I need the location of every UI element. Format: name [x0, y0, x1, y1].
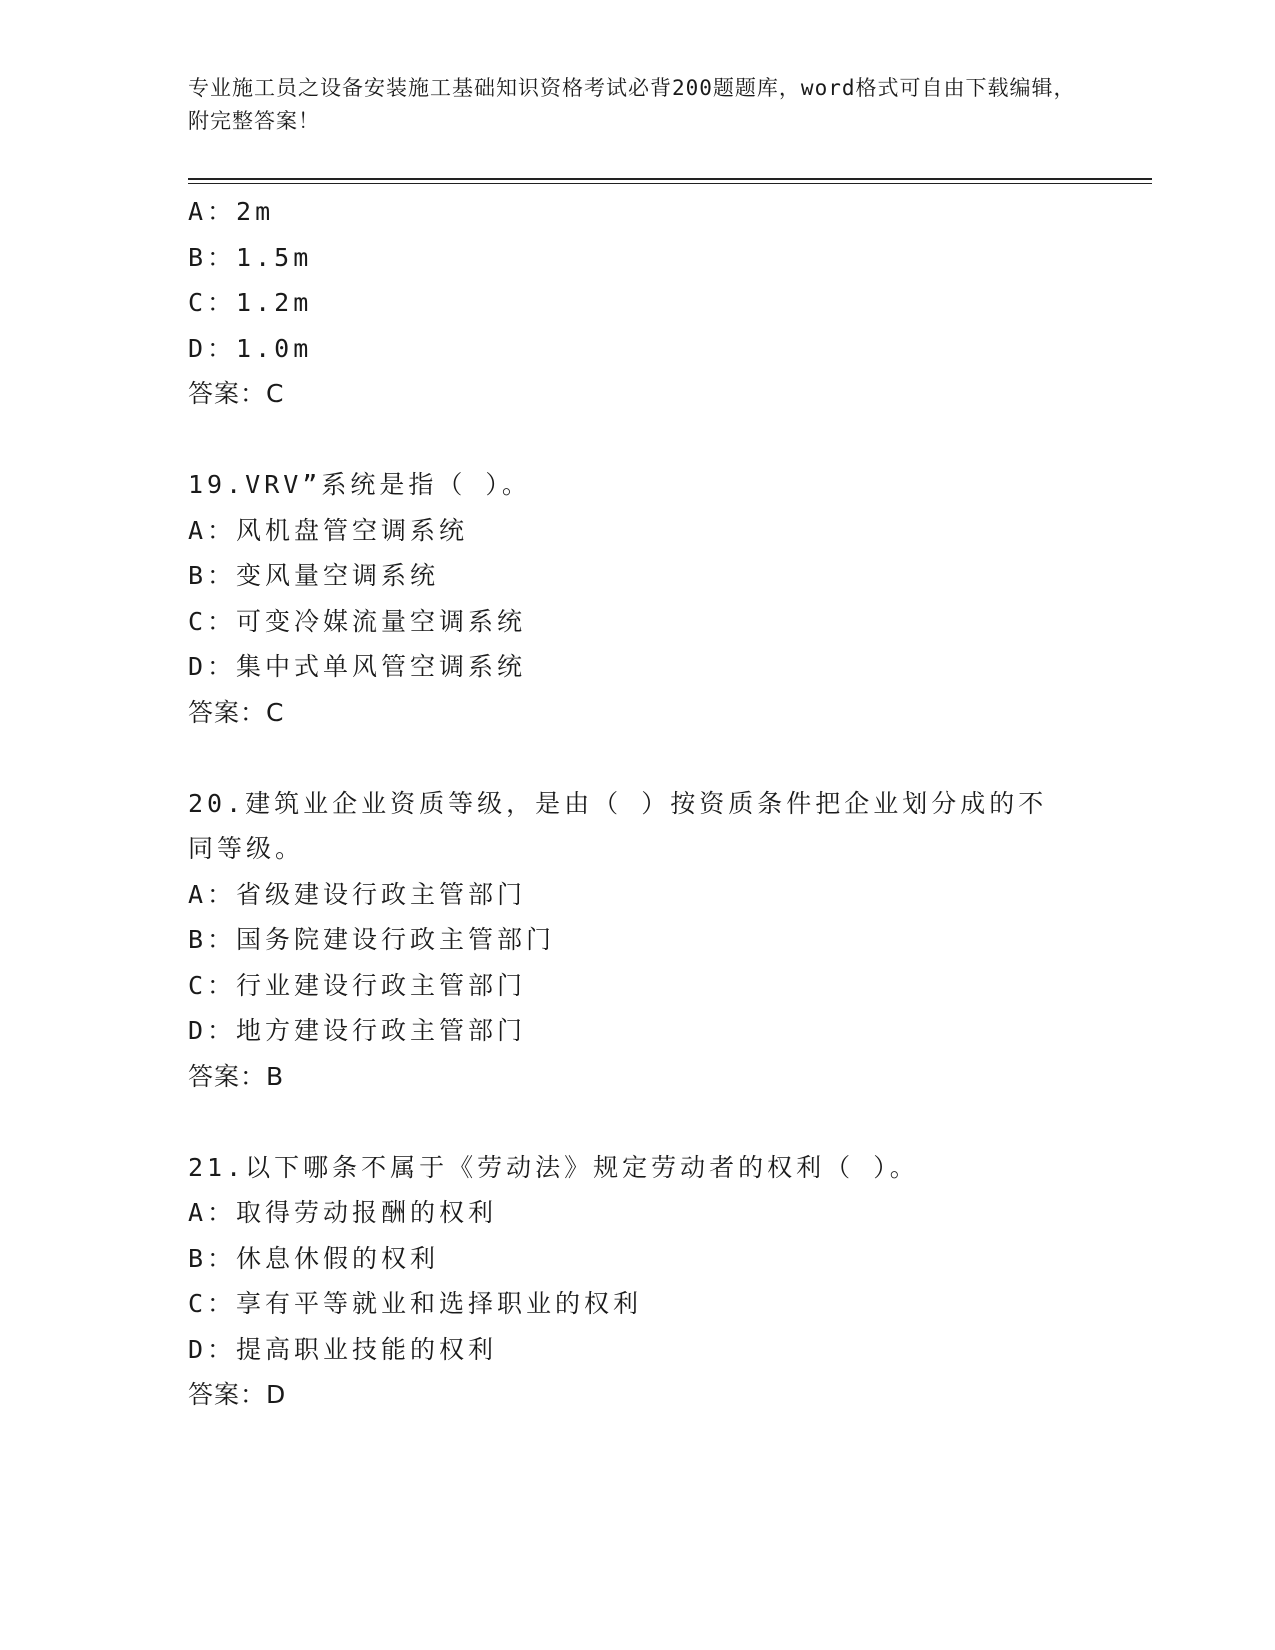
option-b: B：1.5m: [188, 242, 313, 272]
question-list: [188, 189, 1088, 1418]
option-a: A：风机盘管空调系统: [188, 515, 469, 545]
option-c: C：1.2m: [188, 288, 313, 317]
option-c: C：可变冷媒流量空调系统: [188, 606, 527, 636]
header-divider-thick: [188, 178, 1152, 180]
option-d: D：地方建设行政主管部门: [188, 1016, 527, 1045]
header-divider-thin: [188, 183, 1152, 184]
answer: 答案：C: [188, 697, 285, 727]
option-d: D：1.0m: [188, 333, 313, 363]
document-header: 专业施工员之设备安装施工基础知识资格考试必背200题题库，word格式可自由下载编辑，附完整答案！: [188, 76, 1076, 133]
question-stem: 21.以下哪条不属于《劳动法》规定劳动者的权利（ ）。: [188, 1152, 919, 1182]
question-stem: 19.VRV”系统是指（ ）。: [188, 470, 531, 499]
answer: 答案：D: [188, 1380, 287, 1409]
option-a: A：取得劳动报酬的权利: [188, 1198, 498, 1227]
option-c: C：享有平等就业和选择职业的权利: [188, 1289, 643, 1318]
option-a: A：2m: [188, 197, 275, 226]
option-d: D：提高职业技能的权利: [188, 1334, 498, 1364]
option-c: C：行业建设行政主管部门: [188, 970, 527, 1000]
question-18: [188, 189, 1088, 417]
spacer: [188, 417, 1088, 463]
spacer: [188, 735, 1088, 781]
question-20: [188, 781, 1088, 1100]
answer: 答案：B: [188, 1061, 285, 1091]
spacer: [188, 1099, 1088, 1145]
answer: 答案：C: [188, 379, 285, 408]
question-19: [188, 462, 1088, 735]
option-b: B：国务院建设行政主管部门: [188, 925, 556, 954]
question-21: [188, 1145, 1088, 1418]
question-stem: 20.建筑业企业资质等级，是由（ ）按资质条件把企业划分成的不同等级。: [188, 788, 1048, 863]
option-a: A：省级建设行政主管部门: [188, 879, 527, 909]
option-b: B：休息休假的权利: [188, 1243, 440, 1273]
option-b: B：变风量空调系统: [188, 561, 440, 590]
option-d: D：集中式单风管空调系统: [188, 652, 527, 681]
